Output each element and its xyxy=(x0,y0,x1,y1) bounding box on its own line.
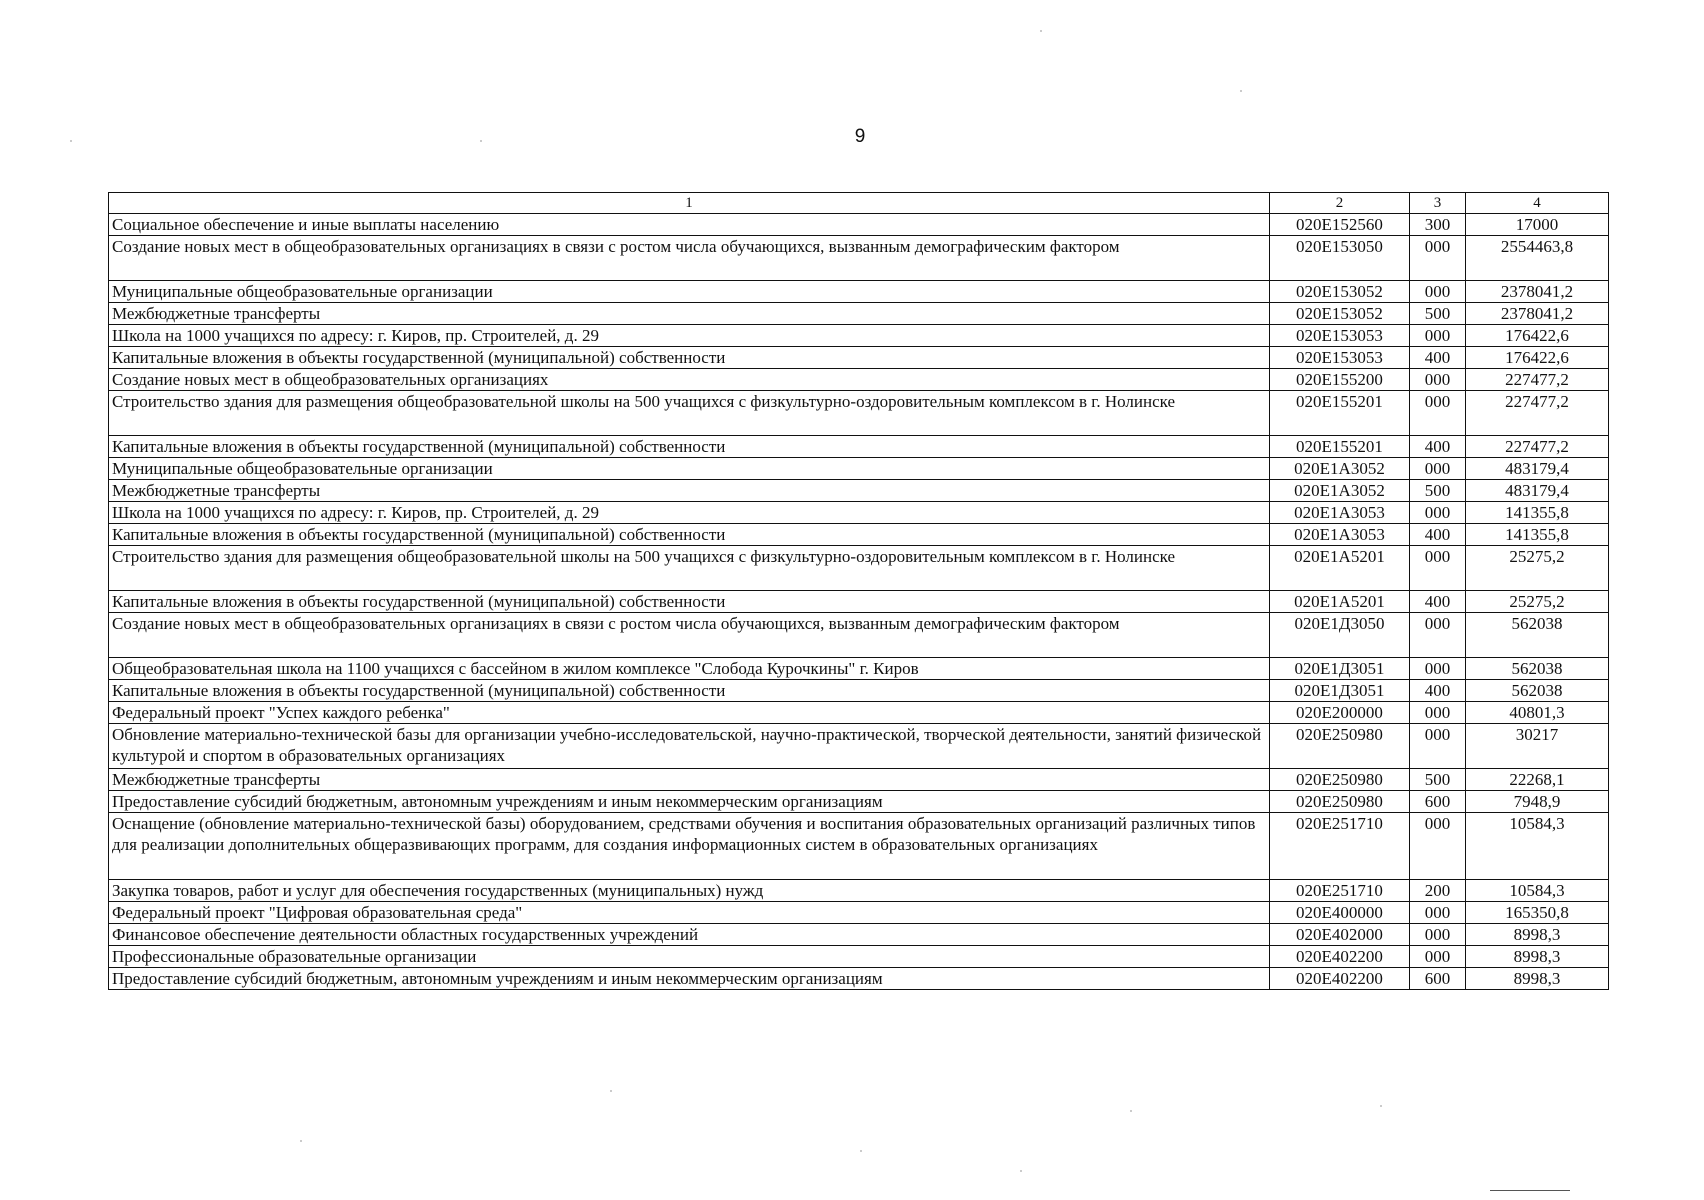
table-row xyxy=(109,769,1609,791)
cell-amount: 10584,3 xyxy=(1466,813,1609,880)
cell-code: 020E1A3053 xyxy=(1270,524,1410,546)
table-row xyxy=(109,546,1609,591)
cell-type: 000 xyxy=(1410,946,1466,968)
scan-speck xyxy=(1380,1105,1382,1107)
table-row xyxy=(109,303,1609,325)
cell-code: 020E155200 xyxy=(1270,369,1410,391)
cell-code: 020E402200 xyxy=(1270,946,1410,968)
cell-name: Федеральный проект "Успех каждого ребенка" xyxy=(109,702,1270,724)
cell-name: Создание новых мест в общеобразовательных организациях xyxy=(109,369,1270,391)
cell-type: 500 xyxy=(1410,303,1466,325)
cell-type: 400 xyxy=(1410,436,1466,458)
cell-amount: 483179,4 xyxy=(1466,480,1609,502)
cell-name: Предоставление субсидий бюджетным, автономным учреждениям и иным некоммерческим организациям xyxy=(109,791,1270,813)
cell-type: 000 xyxy=(1410,325,1466,347)
scan-speck xyxy=(860,1150,862,1152)
cell-amount: 25275,2 xyxy=(1466,591,1609,613)
table-row xyxy=(109,391,1609,436)
table-row xyxy=(109,480,1609,502)
table-row xyxy=(109,791,1609,813)
scan-speck xyxy=(300,1140,302,1142)
table-row xyxy=(109,946,1609,968)
cell-name: Предоставление субсидий бюджетным, автономным учреждениям и иным некоммерческим организациям xyxy=(109,968,1270,990)
cell-amount: 17000 xyxy=(1466,214,1609,236)
corner-mark xyxy=(1490,1190,1570,1191)
cell-code: 020E153052 xyxy=(1270,281,1410,303)
cell-name: Обновление материально-технической базы для организации учебно-исследовательской, научно-практической, творческой деятельности, занятий физической культурой и спортом в образовательных организациях xyxy=(109,724,1270,769)
cell-type: 300 xyxy=(1410,214,1466,236)
table-row xyxy=(109,214,1609,236)
cell-amount: 2378041,2 xyxy=(1466,281,1609,303)
scan-speck xyxy=(480,140,482,142)
cell-type: 000 xyxy=(1410,658,1466,680)
header-col-name: 1 xyxy=(109,193,1270,214)
cell-name: Капитальные вложения в объекты государственной (муниципальной) собственности xyxy=(109,591,1270,613)
cell-name: Финансовое обеспечение деятельности областных государственных учреждений xyxy=(109,924,1270,946)
cell-amount: 562038 xyxy=(1466,613,1609,658)
cell-name: Создание новых мест в общеобразовательных организациях в связи с ростом числа обучающихся, вызванным демографическим фактором xyxy=(109,613,1270,658)
cell-amount: 141355,8 xyxy=(1466,502,1609,524)
cell-name: Закупка товаров, работ и услуг для обеспечения государственных (муниципальных) нужд xyxy=(109,880,1270,902)
cell-amount: 227477,2 xyxy=(1466,369,1609,391)
cell-code: 020E402000 xyxy=(1270,924,1410,946)
scan-speck xyxy=(1130,1110,1132,1112)
scan-speck xyxy=(1020,1170,1022,1172)
cell-code: 020E153050 xyxy=(1270,236,1410,281)
table-row xyxy=(109,680,1609,702)
cell-name: Муниципальные общеобразовательные организации xyxy=(109,281,1270,303)
table-row xyxy=(109,613,1609,658)
cell-amount: 30217 xyxy=(1466,724,1609,769)
cell-name: Создание новых мест в общеобразовательных организациях в связи с ростом числа обучающихся, вызванным демографическим фактором xyxy=(109,236,1270,281)
cell-code: 020E402200 xyxy=(1270,968,1410,990)
cell-amount: 562038 xyxy=(1466,658,1609,680)
table-row xyxy=(109,502,1609,524)
cell-name: Оснащение (обновление материально-технической базы) оборудованием, средствами обучения и воспитания образовательных организаций различных типов для реализации дополнительных общеразвивающих программ, для создания информационных систем в образовательных организациях xyxy=(109,813,1270,880)
table-row xyxy=(109,924,1609,946)
cell-type: 400 xyxy=(1410,347,1466,369)
cell-type: 600 xyxy=(1410,791,1466,813)
cell-amount: 141355,8 xyxy=(1466,524,1609,546)
table-row xyxy=(109,702,1609,724)
cell-code: 020E1A3053 xyxy=(1270,502,1410,524)
cell-type: 400 xyxy=(1410,680,1466,702)
table-row xyxy=(109,902,1609,924)
cell-type: 200 xyxy=(1410,880,1466,902)
cell-name: Капитальные вложения в объекты государственной (муниципальной) собственности xyxy=(109,347,1270,369)
cell-name: Социальное обеспечение и иные выплаты населению xyxy=(109,214,1270,236)
cell-type: 000 xyxy=(1410,502,1466,524)
table-header-row xyxy=(109,193,1609,214)
cell-type: 000 xyxy=(1410,613,1466,658)
cell-code: 020E1Д3051 xyxy=(1270,658,1410,680)
cell-code: 020E155201 xyxy=(1270,391,1410,436)
table-row xyxy=(109,724,1609,769)
cell-code: 020E251710 xyxy=(1270,813,1410,880)
cell-type: 000 xyxy=(1410,458,1466,480)
table-row xyxy=(109,968,1609,990)
cell-amount: 8998,3 xyxy=(1466,968,1609,990)
table-row xyxy=(109,813,1609,880)
cell-name: Межбюджетные трансферты xyxy=(109,769,1270,791)
cell-code: 020E152560 xyxy=(1270,214,1410,236)
budget-table-container xyxy=(108,192,1608,990)
cell-amount: 176422,6 xyxy=(1466,325,1609,347)
cell-code: 020E153053 xyxy=(1270,325,1410,347)
table-row xyxy=(109,880,1609,902)
table-row xyxy=(109,436,1609,458)
cell-type: 000 xyxy=(1410,813,1466,880)
cell-type: 400 xyxy=(1410,524,1466,546)
cell-code: 020E153052 xyxy=(1270,303,1410,325)
cell-code: 020E250980 xyxy=(1270,724,1410,769)
cell-type: 000 xyxy=(1410,391,1466,436)
table-row xyxy=(109,524,1609,546)
cell-amount: 227477,2 xyxy=(1466,436,1609,458)
cell-type: 400 xyxy=(1410,591,1466,613)
cell-code: 020E200000 xyxy=(1270,702,1410,724)
cell-amount: 483179,4 xyxy=(1466,458,1609,480)
cell-amount: 10584,3 xyxy=(1466,880,1609,902)
cell-code: 020E400000 xyxy=(1270,902,1410,924)
header-col-type: 3 xyxy=(1410,193,1466,214)
cell-name: Строительство здания для размещения общеобразовательной школы на 500 учащихся с физкультурно-оздоровительным комплексом в г. Нолинске xyxy=(109,546,1270,591)
page-number: 9 xyxy=(854,126,866,147)
cell-amount: 165350,8 xyxy=(1466,902,1609,924)
header-col-code: 2 xyxy=(1270,193,1410,214)
cell-type: 000 xyxy=(1410,369,1466,391)
scan-speck xyxy=(70,140,72,142)
cell-name: Капитальные вложения в объекты государственной (муниципальной) собственности xyxy=(109,524,1270,546)
cell-amount: 2554463,8 xyxy=(1466,236,1609,281)
cell-amount: 8998,3 xyxy=(1466,946,1609,968)
table-body xyxy=(109,214,1609,990)
cell-name: Капитальные вложения в объекты государственной (муниципальной) собственности xyxy=(109,436,1270,458)
cell-amount: 40801,3 xyxy=(1466,702,1609,724)
cell-type: 500 xyxy=(1410,480,1466,502)
cell-name: Межбюджетные трансферты xyxy=(109,480,1270,502)
cell-code: 020E1A5201 xyxy=(1270,546,1410,591)
cell-type: 000 xyxy=(1410,902,1466,924)
table-row xyxy=(109,369,1609,391)
table-row xyxy=(109,658,1609,680)
cell-code: 020E1Д3051 xyxy=(1270,680,1410,702)
cell-type: 000 xyxy=(1410,546,1466,591)
cell-name: Строительство здания для размещения общеобразовательной школы на 500 учащихся с физкультурно-оздоровительным комплексом в г. Нолинске xyxy=(109,391,1270,436)
table-row xyxy=(109,281,1609,303)
cell-type: 600 xyxy=(1410,968,1466,990)
cell-amount: 227477,2 xyxy=(1466,391,1609,436)
cell-amount: 176422,6 xyxy=(1466,347,1609,369)
cell-type: 500 xyxy=(1410,769,1466,791)
cell-amount: 25275,2 xyxy=(1466,546,1609,591)
cell-code: 020E251710 xyxy=(1270,880,1410,902)
cell-amount: 7948,9 xyxy=(1466,791,1609,813)
cell-type: 000 xyxy=(1410,281,1466,303)
cell-code: 020E153053 xyxy=(1270,347,1410,369)
cell-code: 020E1Д3050 xyxy=(1270,613,1410,658)
cell-amount: 22268,1 xyxy=(1466,769,1609,791)
cell-type: 000 xyxy=(1410,236,1466,281)
cell-name: Общеобразовательная школа на 1100 учащихся с бассейном в жилом комплексе "Слобода Курочкины" г. Киров xyxy=(109,658,1270,680)
cell-code: 020E1A5201 xyxy=(1270,591,1410,613)
cell-code: 020E155201 xyxy=(1270,436,1410,458)
cell-code: 020E1A3052 xyxy=(1270,480,1410,502)
table-row xyxy=(109,458,1609,480)
header-col-amount: 4 xyxy=(1466,193,1609,214)
scan-speck xyxy=(610,1090,612,1092)
cell-amount: 8998,3 xyxy=(1466,924,1609,946)
scan-speck xyxy=(1240,90,1242,92)
cell-name: Межбюджетные трансферты xyxy=(109,303,1270,325)
cell-name: Школа на 1000 учащихся по адресу: г. Киров, пр. Строителей, д. 29 xyxy=(109,502,1270,524)
cell-type: 000 xyxy=(1410,924,1466,946)
cell-amount: 2378041,2 xyxy=(1466,303,1609,325)
cell-name: Капитальные вложения в объекты государственной (муниципальной) собственности xyxy=(109,680,1270,702)
cell-type: 000 xyxy=(1410,724,1466,769)
cell-name: Муниципальные общеобразовательные организации xyxy=(109,458,1270,480)
cell-name: Федеральный проект "Цифровая образовательная среда" xyxy=(109,902,1270,924)
cell-code: 020E1A3052 xyxy=(1270,458,1410,480)
cell-code: 020E250980 xyxy=(1270,769,1410,791)
table-row xyxy=(109,591,1609,613)
table-row xyxy=(109,325,1609,347)
cell-name: Профессиональные образовательные организации xyxy=(109,946,1270,968)
cell-type: 000 xyxy=(1410,702,1466,724)
table-row xyxy=(109,347,1609,369)
scan-speck xyxy=(1040,30,1042,32)
budget-table xyxy=(108,192,1609,990)
table-row xyxy=(109,236,1609,281)
cell-name: Школа на 1000 учащихся по адресу: г. Киров, пр. Строителей, д. 29 xyxy=(109,325,1270,347)
cell-amount: 562038 xyxy=(1466,680,1609,702)
cell-code: 020E250980 xyxy=(1270,791,1410,813)
